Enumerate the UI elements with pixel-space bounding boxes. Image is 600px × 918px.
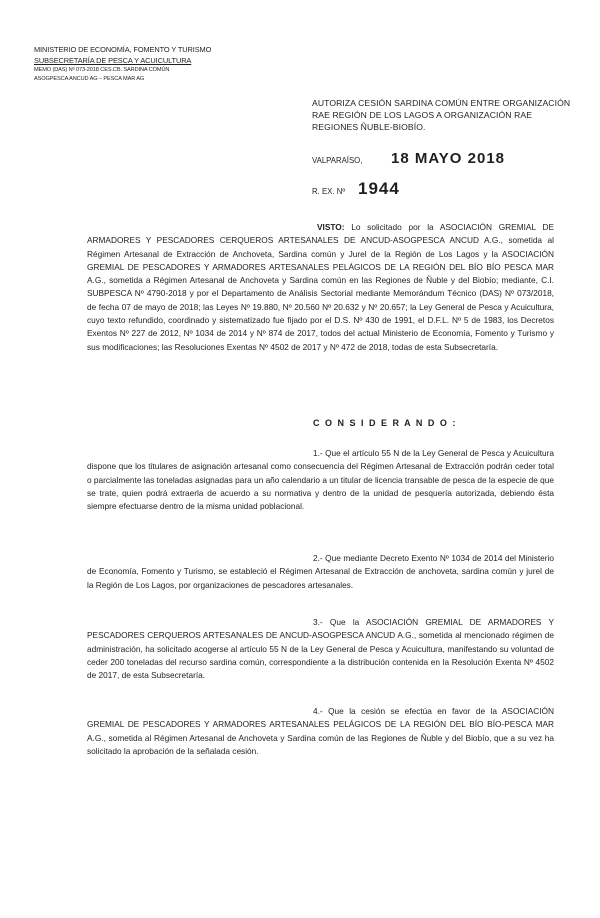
considerando-item-2 bbox=[87, 552, 554, 592]
reference-line-1: MEMO (DAS) Nº 073-2018 CES.CB. SARDINA COMÚN bbox=[34, 67, 170, 73]
considerando-item-4 bbox=[87, 705, 554, 758]
considerando-item-1 bbox=[87, 447, 554, 513]
date-line bbox=[312, 150, 574, 172]
considerando-text: 1.- Que el artículo 55 N de la Ley General de Pesca y Acuicultura dispone que los titulares de asignación artesanal como consecuencia del Régimen Artesanal de Extracción podrán ceder total o parcialmente las toneladas asignadas para un año calendario a un titular de licencia transable de pesca de la especie de que se trate, quien podrá extraerla de acuerdo a su normativa y dentro de la unidad de pesquería autorizada, debiendo ésta siempre efectuarse dentro de la misma unidad poblacional. bbox=[87, 448, 554, 512]
document-title: AUTORIZA CESIÓN SARDINA COMÚN ENTRE ORGANIZACIÓN RAE REGIÓN DE LOS LAGOS A ORGANIZACIÓN RAE REGIONES ÑUBLE-BIOBÍO. bbox=[312, 98, 571, 132]
resolution-number-stamp: 1944 bbox=[358, 179, 400, 198]
considerando-item-3 bbox=[87, 616, 554, 682]
reference-line-2: ASOGPESCA ANCUD AG – PESCA MAR AG bbox=[34, 76, 145, 82]
visto-paragraph bbox=[87, 221, 554, 354]
date-label: VALPARAÍSO, bbox=[312, 156, 363, 165]
visto-text: Lo solicitado por la ASOCIACIÓN GREMIAL DE ARMADORES Y PESCADORES CERQUEROS ARTESANALES DE ANCUD-ASOGPESCA ANCUD A.G., sometida al Régimen Artesanal de Extracción de Anchoveta, Sardina común y Jurel de la Región de Los Lagos y la ASOCIACIÓN GREMIAL DE PESCADORES Y ARMADORES ARTESANALES PELÁGICOS DE LA REGIÓN DEL BÍO BÍO PESCA MAR A.G., sometida a Régimen Artesanal de Anchoveta y Sardina común en las Regiones de Ñuble y del Biobío; mediante, C.I. SUBPESCA Nº 4790-2018 y por el Departamento de Análisis Sectorial mediante Memorándum Técnico (DAS) Nº 073/2018, de fecha 07 de mayo de 2018; las Leyes Nº 19.880, Nº 20.560 Nº 20.632 y Nº 20.657; la Ley General de Pesca y Acuicultura, cuyo texto refundido, coordinado y sistematizado fue fijado por el D.S. Nº 430 de 1991, el D.F.L. Nº 5 de 1983, los Decretos Exentos Nº 227 de 2012, Nº 1034 de 2014 y Nº 874 de 2017, todos del actual Ministerio de Economía, Fomento y Turismo y sus modificaciones; las Resoluciones Exentas Nº 4502 de 2017 y Nº 472 de 2018, todas de esta Subsecretaría. bbox=[87, 222, 554, 352]
ministry-name: MINISTERIO DE ECONOMÍA, FOMENTO Y TURISMO bbox=[34, 45, 212, 54]
considerando-heading: C O N S I D E R A N D O : bbox=[313, 418, 457, 428]
considerando-text: 3.- Que la ASOCIACIÓN GREMIAL DE ARMADORES Y PESCADORES CERQUEROS ARTESANALES DE ANCUD-ASOGPESCA ANCUD A.G., sometida al mencionado régimen de administración, ha solicitado acogerse al artículo 55 N de la Ley General de Pesca y Acuicultura, manifestando su voluntad de ceder 200 toneladas del recurso sardina común, correspondiente a la distribución contenida en la Resolución Exenta Nº 4502 de 2017, de esta Subsecretaría. bbox=[87, 617, 554, 681]
considerando-text: 2.- Que mediante Decreto Exento Nº 1034 de 2014 del Ministerio de Economía, Fomento y Turismo, se estableció el Régimen Artesanal de Extracción de anchoveta, sardina común y jurel de la Región de Los Lagos, por organizaciones de pescadores artesanales. bbox=[87, 553, 554, 590]
considerando-text: 4.- Que la cesión se efectúa en favor de la ASOCIACIÓN GREMIAL DE PESCADORES Y ARMADORES ARTESANALES PELÁGICOS DE LA REGIÓN DEL BÍO BÍO-PESCA MAR A.G., sometida al Régimen Artesanal de Anchoveta y Sardina común de las Regiones de Ñuble y del Biobío, que a su vez ha solicitado la aprobación de la señalada cesión. bbox=[87, 706, 554, 756]
subsecretaria-name: SUBSECRETARÍA DE PESCA Y ACUICULTURA bbox=[34, 56, 192, 65]
date-stamp: 18 MAYO 2018 bbox=[391, 150, 506, 167]
letterhead bbox=[34, 44, 264, 84]
resolution-number-line bbox=[312, 181, 574, 203]
resolution-label: R. EX. Nº bbox=[312, 187, 346, 196]
visto-label: VISTO: bbox=[317, 222, 345, 232]
